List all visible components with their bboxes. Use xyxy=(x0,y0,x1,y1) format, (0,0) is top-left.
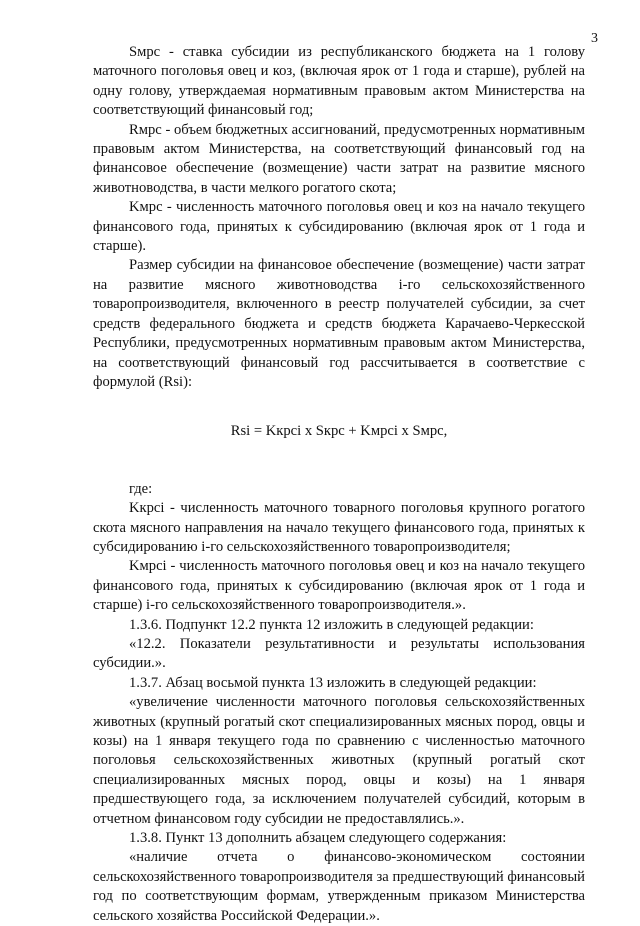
document-body xyxy=(93,43,585,926)
paragraph-kmrs-definition: Kмрс - численность маточного поголовья овец и коз на начало текущего финансового года, принятых к субсидированию (включая ярок от 1 года и старше). xyxy=(93,199,585,255)
paragraph-1-3-7: 1.3.7. Абзац восьмой пункта 13 изложить в следующей редакции: xyxy=(129,674,537,691)
paragraph-increase-quote: «увеличение численности маточного поголовья сельскохозяйственных животных (крупный рогатый скот специализированных мясных пород, овцы и козы) на 1 января текущего года по сравнению с численностью маточного поголовья сельскохозяйственных животных (крупный рогатый скот специализированных мясных пород, овцы и козы) на 1 января предшествующего года, за исключением получателей субсидий, которым в отчетном финансовом году субсидии не предоставлялись.». xyxy=(93,694,585,827)
paragraph-kkrsi-definition: Kкрсi - численность маточного товарного поголовья крупного рогатого скота мясного направления на начало текущего финансового года, принятых к субсидированию i-го сельскохозяйственного товаропроизводителя; xyxy=(93,500,585,555)
paragraph-smrs-definition: Sмрс - ставка субсидии из республиканского бюджета на 1 голову маточного поголовья овец и коз, (включая ярок от 1 года и старше), рублей на одну голову, утверждаемая нормативным правовым актом Министерства на соответствующий финансовый год; xyxy=(93,44,585,119)
paragraph-1-3-6: 1.3.6. Подпункт 12.2 пункта 12 изложить в следующей редакции: xyxy=(129,616,534,633)
page-number: 3 xyxy=(591,31,598,46)
paragraph-kmrsi-definition: Kмрсi - численность маточного поголовья овец и коз на начало текущего финансового года, принятых к субсидированию (включая ярок от 1 года и старше) i-го сельскохозяйственного товаропроизводителя.». xyxy=(93,558,585,614)
paragraph-1-3-8: 1.3.8. Пункт 13 дополнить абзацем следующего содержания: xyxy=(129,830,507,847)
paragraph-report-quote: «наличие отчета о финансово-экономическом состоянии сельскохозяйственного товаропроизводителя за предшествующий финансовый год по соответствующим формам, утвержденным приказом Министерства сельского хозяйства Российской Федерации.». xyxy=(93,849,585,924)
paragraph-rmrs-definition: Rмрс - объем бюджетных ассигнований, предусмотренных нормативным правовым актом Министерства, на соответствующий финансовый год на финансовое обеспечение (возмещение) части затрат на развитие мясного животноводства, в части мелкого рогатого скота; xyxy=(93,121,585,196)
formula-rsi: Rsi = Kкрсi x Sкрс + Kмрсi x Sмрс, xyxy=(230,423,448,440)
paragraph-12-2-quote: «12.2. Показатели результативности и результаты использования субсидии.». xyxy=(93,635,585,672)
where-label: где: xyxy=(129,480,153,497)
paragraph-subsidy-size: Размер субсидии на финансовое обеспечение (возмещение) части затрат на развитие мясного животноводства i-го сельскохозяйственного товаропроизводителя, включенного в реестр получателей субсидии, за счет средств федерального бюджета и средств бюджета Карачаево-Черкесской Республики, предусмотренных нормативным правовым актом Министерства, на соответствующий финансовый год рассчитывается в соответствие с формулой (Rsi): xyxy=(93,257,585,390)
